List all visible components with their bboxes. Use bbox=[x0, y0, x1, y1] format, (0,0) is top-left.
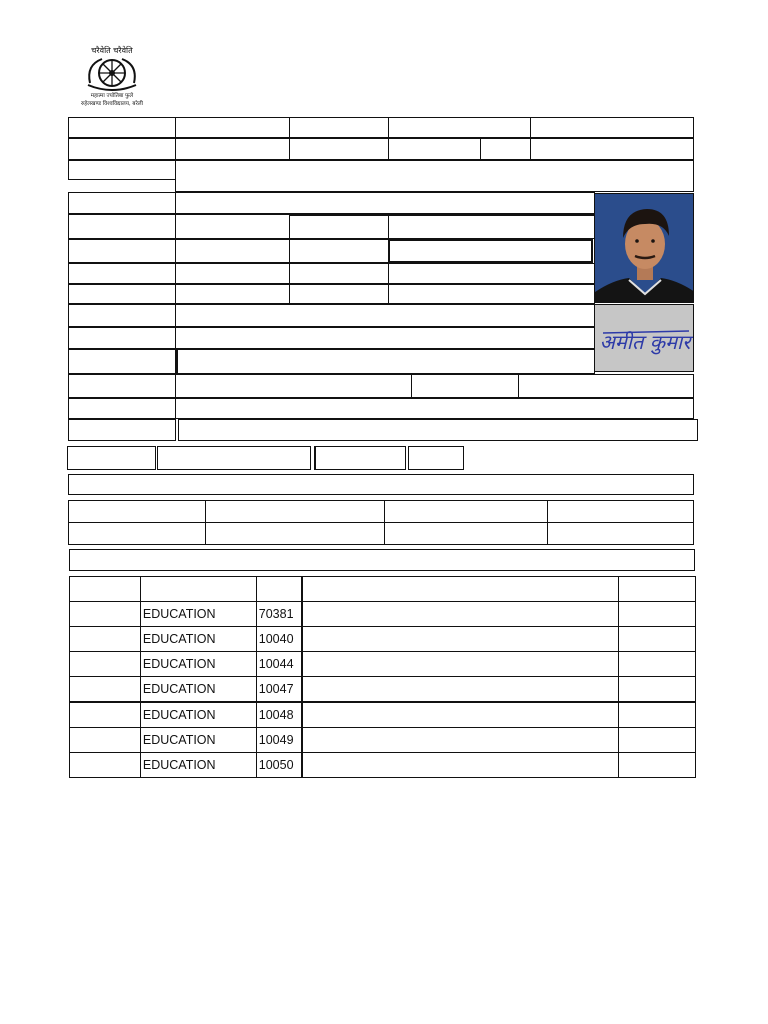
form-label-cell bbox=[68, 138, 176, 160]
form-value-cell bbox=[178, 419, 698, 441]
form-value-cell bbox=[175, 398, 694, 419]
form-cell bbox=[68, 500, 206, 523]
candidate-photo bbox=[594, 193, 694, 303]
subjects-table bbox=[69, 576, 696, 778]
table-row bbox=[70, 677, 696, 703]
form-value-cell bbox=[175, 214, 290, 239]
row-number-cell bbox=[70, 652, 141, 677]
form-value-cell bbox=[175, 374, 412, 398]
remarks-cell bbox=[619, 728, 696, 753]
form-label-cell bbox=[68, 284, 176, 304]
form-value-cell bbox=[176, 349, 595, 374]
subject-code-cell: 10050 bbox=[256, 753, 302, 778]
form-value-cell bbox=[175, 138, 290, 160]
table-cell bbox=[619, 577, 696, 602]
subject-code-cell: 70381 bbox=[256, 602, 302, 627]
row-number-cell bbox=[70, 702, 141, 728]
subject-title-cell bbox=[302, 728, 618, 753]
table-cell bbox=[302, 577, 618, 602]
subject-code-cell: 10047 bbox=[256, 677, 302, 703]
form-value-cell bbox=[289, 239, 389, 263]
form-cell bbox=[547, 522, 694, 545]
form-label-cell bbox=[68, 398, 176, 419]
subject-code-cell: 10044 bbox=[256, 652, 302, 677]
form-cell bbox=[205, 522, 385, 545]
remarks-cell bbox=[619, 677, 696, 703]
subject-title-cell bbox=[302, 602, 618, 627]
form-cell bbox=[384, 522, 548, 545]
table-cell bbox=[70, 577, 141, 602]
table-row bbox=[70, 753, 696, 778]
form-label-cell bbox=[68, 214, 176, 239]
subject-name-cell: EDUCATION bbox=[140, 652, 256, 677]
form-value-cell bbox=[388, 214, 595, 239]
form-label-cell bbox=[68, 304, 176, 327]
subject-title-cell bbox=[302, 652, 618, 677]
row-number-cell bbox=[70, 677, 141, 703]
form-value-cell bbox=[175, 117, 290, 138]
university-logo bbox=[68, 43, 156, 107]
address-cell bbox=[175, 160, 694, 192]
form-value-cell bbox=[289, 263, 389, 284]
university-seal-icon bbox=[68, 43, 156, 107]
form-value-cell bbox=[289, 138, 389, 160]
remarks-cell bbox=[619, 753, 696, 778]
form-label-cell bbox=[68, 263, 176, 284]
form-label-cell bbox=[68, 419, 176, 441]
form-cell bbox=[384, 500, 548, 523]
form-cell bbox=[67, 446, 156, 470]
form-value-cell bbox=[530, 138, 694, 160]
form-value-cell bbox=[175, 192, 595, 214]
form-cell bbox=[157, 446, 311, 470]
form-value-cell bbox=[480, 138, 531, 160]
row-number-cell bbox=[70, 627, 141, 652]
form-cell bbox=[205, 500, 385, 523]
svg-text:महात्मा ज्योतिबा फुले: महात्मा ज्योतिबा फुले bbox=[90, 93, 134, 99]
remarks-cell bbox=[619, 602, 696, 627]
form-value-cell bbox=[411, 374, 519, 398]
form-label-cell bbox=[68, 160, 176, 180]
remarks-cell bbox=[619, 652, 696, 677]
subject-title-cell bbox=[302, 677, 618, 703]
form-value-cell bbox=[388, 263, 595, 284]
form-cell bbox=[408, 446, 464, 470]
form-cell bbox=[547, 500, 694, 523]
candidate-signature bbox=[594, 304, 694, 372]
form-value-cell bbox=[175, 239, 290, 263]
table-row bbox=[70, 627, 696, 652]
table-row bbox=[70, 602, 696, 627]
form-value-cell bbox=[175, 304, 595, 327]
table-row bbox=[70, 728, 696, 753]
form-value-cell bbox=[175, 263, 290, 284]
subject-code-cell: 10049 bbox=[256, 728, 302, 753]
form-label-cell bbox=[68, 117, 176, 138]
subject-name-cell: EDUCATION bbox=[140, 602, 256, 627]
subject-title-cell bbox=[302, 627, 618, 652]
svg-text:अमीत कुमार: अमीत कुमार bbox=[599, 330, 691, 354]
form-value-cell bbox=[388, 284, 595, 304]
row-number-cell bbox=[70, 728, 141, 753]
section-bar bbox=[68, 474, 694, 495]
subject-title-cell bbox=[302, 702, 618, 728]
form-label-cell bbox=[68, 349, 176, 374]
row-number-cell bbox=[70, 602, 141, 627]
form-cell bbox=[314, 446, 406, 470]
form-value-cell bbox=[518, 374, 694, 398]
form-value-cell bbox=[388, 239, 593, 263]
section-bar bbox=[69, 549, 695, 571]
subject-name-cell: EDUCATION bbox=[140, 677, 256, 703]
subject-name-cell: EDUCATION bbox=[140, 702, 256, 728]
form-value-cell bbox=[175, 284, 290, 304]
form-value-cell bbox=[289, 117, 389, 138]
subject-title-cell bbox=[302, 753, 618, 778]
form-value-cell bbox=[530, 117, 694, 138]
form-label-cell bbox=[68, 192, 176, 214]
remarks-cell bbox=[619, 627, 696, 652]
form-cell bbox=[68, 522, 206, 545]
table-row bbox=[70, 652, 696, 677]
form-label-cell bbox=[68, 327, 176, 349]
remarks-cell bbox=[619, 702, 696, 728]
subject-name-cell: EDUCATION bbox=[140, 753, 256, 778]
form-label-cell bbox=[68, 239, 176, 263]
form-label-cell bbox=[68, 374, 176, 398]
row-number-cell bbox=[70, 753, 141, 778]
form-value-cell bbox=[388, 138, 481, 160]
form-value-cell bbox=[289, 214, 389, 239]
svg-text:चरैवेति चरैवेति: चरैवेति चरैवेति bbox=[91, 46, 133, 55]
form-value-cell bbox=[388, 117, 531, 138]
table-cell bbox=[140, 577, 256, 602]
form-value-cell bbox=[175, 327, 595, 349]
svg-text:रुहेलखण्ड विश्वविद्यालय, बरेली: रुहेलखण्ड विश्वविद्यालय, बरेली bbox=[81, 101, 143, 107]
subject-name-cell: EDUCATION bbox=[140, 728, 256, 753]
subject-code-cell: 10048 bbox=[256, 702, 302, 728]
subject-code-cell: 10040 bbox=[256, 627, 302, 652]
form-value-cell bbox=[289, 284, 389, 304]
table-cell bbox=[256, 577, 302, 602]
table-row bbox=[70, 702, 696, 728]
subject-name-cell: EDUCATION bbox=[140, 627, 256, 652]
table-header-row bbox=[70, 577, 696, 602]
